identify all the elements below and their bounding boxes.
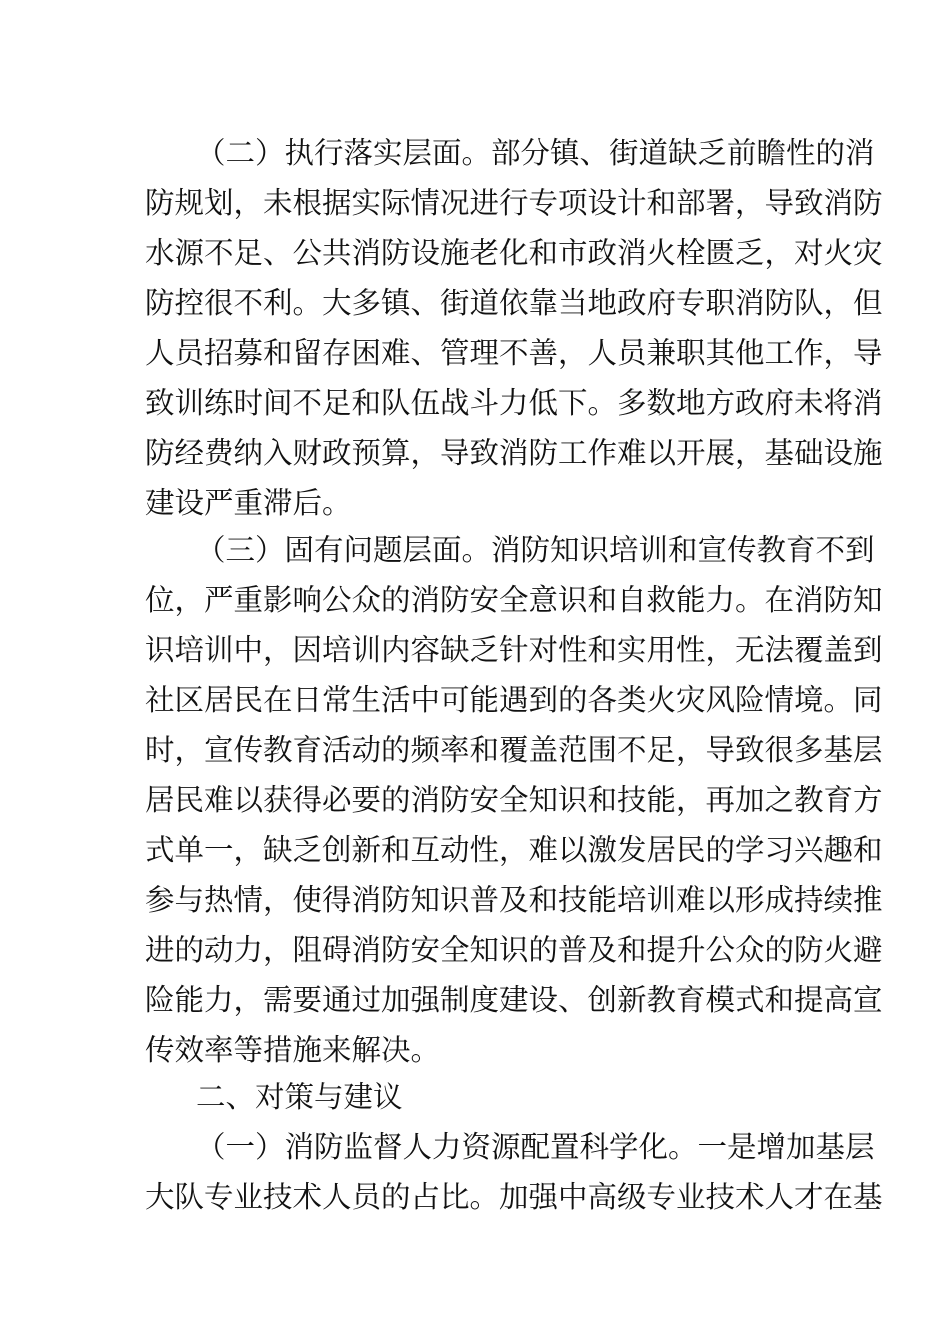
text-line: 参与热情，使得消防知识普及和技能培训难以形成持续推 (145, 883, 883, 917)
text-line: 防规划，未根据实际情况进行专项设计和部署，导致消防 (145, 186, 883, 220)
text-line: 时，宣传教育活动的频率和覆盖范围不足，导致很多基层 (145, 733, 883, 767)
text-line: 位，严重影响公众的消防安全意识和自救能力。在消防知 (145, 583, 883, 617)
text-line: 传效率等措施来解决。 (145, 1033, 441, 1067)
section-heading: 二、对策与建议 (196, 1080, 403, 1114)
text-line: 防经费纳入财政预算，导致消防工作难以开展，基础设施 (145, 436, 883, 470)
text-line: 居民难以获得必要的消防安全知识和技能，再加之教育方 (145, 783, 883, 817)
text-line: 防控很不利。大多镇、街道依靠当地政府专职消防队，但 (145, 286, 883, 320)
text-line: 大队专业技术人员的占比。加强中高级专业技术人才在基 (145, 1180, 883, 1214)
text-line: 识培训中，因培训内容缺乏针对性和实用性，无法覆盖到 (145, 633, 883, 667)
text-line: （二）执行落实层面。部分镇、街道缺乏前瞻性的消 (196, 136, 875, 170)
text-line: 建设严重滞后。 (145, 486, 352, 520)
text-line: 式单一，缺乏创新和互动性，难以激发居民的学习兴趣和 (145, 833, 883, 867)
text-line: 致训练时间不足和队伍战斗力低下。多数地方政府未将消 (145, 386, 883, 420)
text-line: （三）固有问题层面。消防知识培训和宣传教育不到 (196, 533, 875, 567)
text-line: （一）消防监督人力资源配置科学化。一是增加基层 (196, 1130, 875, 1164)
text-line: 人员招募和留存困难、管理不善，人员兼职其他工作，导 (145, 336, 883, 370)
text-line: 水源不足、公共消防设施老化和市政消火栓匮乏，对火灾 (145, 236, 883, 270)
text-line: 进的动力，阻碍消防安全知识的普及和提升公众的防火避 (145, 933, 883, 967)
text-line: 社区居民在日常生活中可能遇到的各类火灾风险情境。同 (145, 683, 883, 717)
text-line: 险能力，需要通过加强制度建设、创新教育模式和提高宣 (145, 983, 883, 1017)
